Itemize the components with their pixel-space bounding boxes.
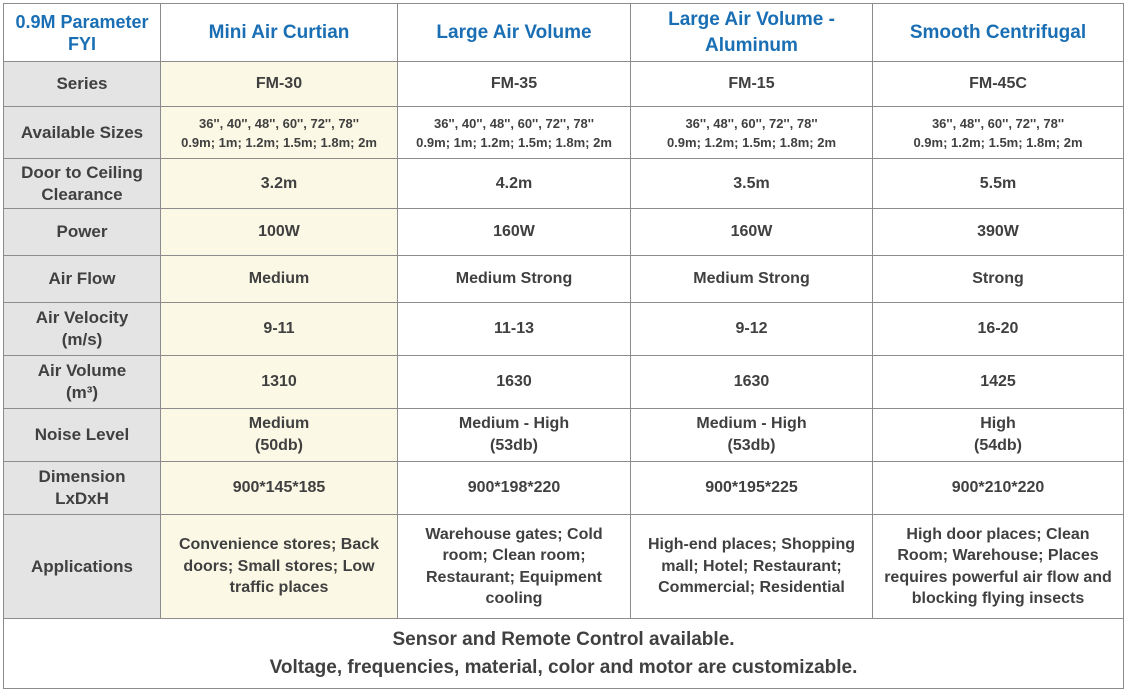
table-cell	[631, 159, 873, 209]
cell-text: 4.2m	[495, 174, 533, 192]
cell-text: FM-30	[255, 75, 303, 92]
row-label-dimension	[4, 462, 161, 515]
cell-text: Warehouse gates; Cold	[425, 525, 603, 543]
row-label-text: Air Velocity	[35, 308, 129, 327]
row-label-applications	[4, 515, 161, 619]
cell-text: (50db)	[255, 437, 303, 454]
cell-text: (53db)	[490, 437, 538, 454]
table-cell	[161, 515, 398, 619]
row-label-text: Series	[56, 74, 108, 93]
table-cell	[398, 256, 631, 303]
cell-text: (53db)	[727, 437, 776, 454]
cell-text: 0.9m; 1m; 1.2m; 1.5m; 1.8m; 2m	[416, 134, 612, 150]
cell-text: 3.2m	[260, 174, 298, 192]
cell-text: cooling	[485, 590, 543, 607]
table-row-air-flow	[4, 256, 1124, 303]
table-cell	[161, 356, 398, 409]
table-cell	[873, 409, 1124, 462]
cell-text: 0.9m; 1m; 1.2m; 1.5m; 1.8m; 2m	[181, 134, 377, 150]
table-cell	[873, 462, 1124, 515]
cell-text: 16-20	[977, 320, 1019, 337]
table-cell	[631, 356, 873, 409]
cell-text: 1310	[261, 373, 297, 390]
table-cell	[398, 462, 631, 515]
cell-text: 36'', 40'', 48'', 60'', 72'', 78''	[434, 115, 594, 131]
table-cell	[398, 409, 631, 462]
table-cell	[631, 107, 873, 159]
row-label-text: Applications	[30, 556, 133, 576]
column-header-large-air-volume	[398, 4, 631, 62]
table-cell	[873, 515, 1124, 619]
table-cell	[398, 356, 631, 409]
cell-text: 1425	[980, 373, 1016, 390]
table-cell	[631, 515, 873, 619]
footer-note	[4, 619, 1124, 689]
cell-text: 9-11	[263, 320, 295, 337]
column-header-line1: Mini Air Curtian	[208, 21, 350, 43]
cell-text: 390W	[977, 223, 1019, 240]
table-row-clearance	[4, 159, 1124, 209]
table-cell	[631, 209, 873, 256]
cell-text: 1630	[496, 373, 532, 390]
cell-text: Restaurant; Equipment	[425, 568, 602, 586]
table-footer-row	[4, 619, 1124, 689]
cell-text: 0.9m; 1.2m; 1.5m; 1.8m; 2m	[666, 134, 837, 150]
row-label-power	[4, 209, 161, 256]
table-row-air-volume	[4, 356, 1124, 409]
cell-text: Medium	[248, 415, 310, 432]
row-label-text: Available Sizes	[20, 122, 144, 142]
row-label-clearance	[4, 159, 161, 209]
cell-text: Medium	[248, 270, 310, 287]
cell-text: 900*145*185	[232, 479, 326, 496]
cell-text: FM-45C	[969, 75, 1027, 92]
table-cell	[631, 62, 873, 107]
row-label-air-velocity	[4, 303, 161, 356]
table-cell	[161, 159, 398, 209]
column-header-smooth-centrifugal	[873, 4, 1124, 62]
row-label-air-volume	[4, 356, 161, 409]
cell-text: High-end places; Shopping	[647, 536, 856, 554]
row-label-text: Power	[56, 222, 108, 241]
column-header-mini-air-curtain	[161, 4, 398, 62]
cell-text: Medium Strong	[455, 270, 573, 287]
column-header-large-air-volume-aluminum	[631, 4, 873, 62]
table-row-air-velocity	[4, 303, 1124, 356]
cell-text: 160W	[493, 223, 535, 240]
header-row	[4, 4, 1124, 62]
footer-line2: Voltage, frequencies, material, color and motor are customizable.	[269, 656, 858, 678]
cell-text: Commercial; Residential	[658, 579, 845, 597]
table-title	[4, 4, 161, 62]
table-title-line1: 0.9M Parameter	[15, 11, 149, 32]
table-cell	[161, 303, 398, 356]
cell-text: requires powerful air flow and	[884, 568, 1112, 586]
table-cell	[873, 303, 1124, 356]
column-header-line1: Large Air Volume	[436, 21, 592, 43]
cell-text: 5.5m	[979, 174, 1017, 192]
table-cell	[161, 107, 398, 159]
cell-text: 900*195*225	[705, 479, 798, 496]
cell-text: 900*198*220	[467, 479, 561, 496]
table-row-series	[4, 62, 1124, 107]
cell-text: High door places; Clean	[906, 525, 1090, 543]
table-cell	[398, 209, 631, 256]
table-cell	[161, 462, 398, 515]
cell-text: Medium Strong	[693, 270, 810, 287]
row-label-text: Air Volume	[37, 361, 127, 380]
table-cell	[631, 409, 873, 462]
row-label-text: Dimension	[38, 467, 126, 486]
cell-text: 100W	[258, 223, 300, 240]
table-cell	[398, 107, 631, 159]
cell-text: FM-35	[490, 75, 538, 92]
row-label-text: Noise Level	[34, 425, 130, 444]
cell-text: 0.9m; 1.2m; 1.5m; 1.8m; 2m	[913, 134, 1083, 150]
cell-text: mall; Hotel; Restaurant;	[661, 557, 842, 575]
cell-text: Medium - High	[458, 415, 570, 432]
table-cell	[161, 209, 398, 256]
row-label-available-sizes	[4, 107, 161, 159]
table-cell	[398, 515, 631, 619]
parameter-table	[3, 3, 1124, 689]
cell-text: 1630	[733, 373, 770, 390]
cell-text: High	[980, 415, 1016, 432]
table-row-noise-level	[4, 409, 1124, 462]
column-header-line2: Aluminum	[705, 34, 798, 56]
row-label-series	[4, 62, 161, 107]
table-cell	[398, 159, 631, 209]
cell-text: Strong	[972, 270, 1024, 287]
table-cell	[398, 62, 631, 107]
cell-text: Room; Warehouse; Places	[897, 547, 1099, 564]
column-header-line1: Large Air Volume -	[668, 8, 835, 30]
row-label-text: Clearance	[41, 184, 123, 204]
row-label-text: LxDxH	[55, 489, 109, 508]
table-row-available-sizes	[4, 107, 1124, 159]
row-label-text: Air Flow	[48, 269, 116, 288]
table-cell	[161, 409, 398, 462]
cell-text: 9-12	[735, 320, 768, 337]
cell-text: traffic places	[229, 579, 329, 597]
cell-text: 36'', 40'', 48'', 60'', 72'', 78''	[199, 115, 359, 131]
cell-text: Convenience stores; Back	[178, 536, 380, 554]
table-cell	[161, 62, 398, 107]
table-row-power	[4, 209, 1124, 256]
row-label-text: (m/s)	[61, 330, 103, 349]
table-cell	[873, 159, 1124, 209]
row-label-text: Door to Ceiling	[21, 162, 143, 182]
cell-text: Medium - High	[696, 415, 807, 432]
table-cell	[631, 256, 873, 303]
table-cell	[873, 356, 1124, 409]
cell-text: 160W	[730, 223, 773, 240]
table-cell	[398, 303, 631, 356]
cell-text: blocking flying insects	[911, 590, 1085, 607]
cell-text: 11-13	[493, 320, 535, 337]
cell-text: FM-15	[728, 75, 775, 92]
table-cell	[873, 62, 1124, 107]
cell-text: 3.5m	[733, 174, 770, 192]
row-label-noise-level	[4, 409, 161, 462]
table-cell	[631, 303, 873, 356]
row-label-air-flow	[4, 256, 161, 303]
footer-line1: Sensor and Remote Control available.	[392, 628, 735, 650]
table-cell	[631, 462, 873, 515]
cell-text: room; Clean room;	[442, 547, 586, 564]
table-cell	[873, 256, 1124, 303]
table-row-applications	[4, 515, 1124, 619]
column-header-line1: Smooth Centrifugal	[909, 21, 1087, 43]
cell-text: 36'', 48'', 60'', 72'', 78''	[931, 115, 1065, 131]
cell-text: (54db)	[974, 437, 1022, 454]
cell-text: doors; Small stores; Low	[183, 557, 375, 575]
cell-text: 36'', 48'', 60'', 72'', 78''	[685, 115, 818, 131]
table-cell	[873, 209, 1124, 256]
table-row-dimension	[4, 462, 1124, 515]
row-label-text: (m³)	[65, 383, 99, 402]
table-title-line2: FYI	[67, 33, 96, 54]
table-cell	[873, 107, 1124, 159]
table-cell	[161, 256, 398, 303]
cell-text: 900*210*220	[951, 479, 1045, 496]
